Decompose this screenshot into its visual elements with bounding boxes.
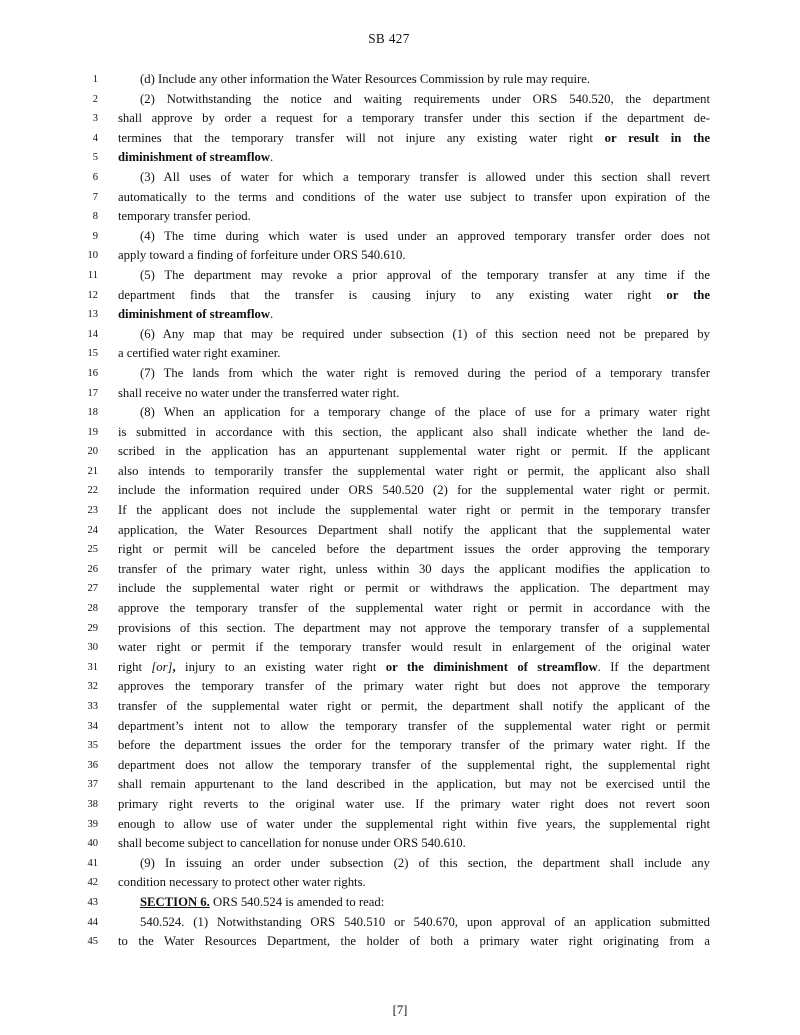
text-segment: department does not allow the temporary transfer of the supplemental right, the supplemental right xyxy=(118,757,710,772)
line-number: 9 xyxy=(92,230,98,242)
line-text xyxy=(118,619,710,639)
text-segment: or result in the xyxy=(604,130,710,145)
text-segment: apply toward a finding of forfeiture under ORS 540.610. xyxy=(118,248,406,263)
line-number: 27 xyxy=(87,583,98,595)
line-number: 17 xyxy=(87,387,98,399)
line-number: 34 xyxy=(87,720,98,732)
line-number: 24 xyxy=(87,524,98,536)
text-line xyxy=(68,893,710,913)
line-number: 26 xyxy=(87,563,98,575)
text-line xyxy=(68,227,710,247)
text-line xyxy=(68,540,710,560)
line-number: 32 xyxy=(87,681,98,693)
line-text xyxy=(118,658,710,678)
line-text xyxy=(118,521,710,541)
line-text xyxy=(118,932,710,952)
text-segment: . xyxy=(270,307,274,322)
text-segment: (5) The department may revoke a prior approval of the temporary transfer at any time if the xyxy=(140,267,710,282)
line-number: 14 xyxy=(87,328,98,340)
line-number: 1 xyxy=(92,74,98,85)
text-segment: termines that the temporary transfer will not injure any existing water right xyxy=(118,130,605,145)
text-segment: application, the Water Resources Department shall notify the applicant that the supplemental water xyxy=(118,522,710,537)
text-segment: diminishment of streamflow xyxy=(118,150,271,165)
line-text xyxy=(118,129,710,149)
line-text xyxy=(118,423,710,443)
text-segment: injury to an existing water right xyxy=(175,659,386,674)
line-number: 8 xyxy=(92,211,98,223)
text-line xyxy=(68,129,710,149)
text-segment: transfer of the primary water right, unless within 30 days the applicant modifies the application to xyxy=(118,561,710,576)
line-number: 38 xyxy=(87,798,98,810)
text-segment: (2) Notwithstanding the notice and waiting requirements under ORS 540.520, the department xyxy=(140,91,710,106)
line-number: 43 xyxy=(87,896,98,908)
line-text xyxy=(118,501,710,521)
line-number: 10 xyxy=(87,250,98,262)
line-text xyxy=(118,717,710,737)
text-segment: (4) The time during which water is used under an approved temporary transfer order does not xyxy=(140,228,710,243)
line-number: 6 xyxy=(92,171,98,183)
line-text xyxy=(118,599,710,619)
text-segment: [or] xyxy=(151,659,173,674)
line-text xyxy=(118,579,710,599)
line-number: 33 xyxy=(87,701,98,712)
text-line xyxy=(68,619,710,639)
text-segment: (3) All uses of water for which a temporary transfer is allowed under this section shall revert xyxy=(140,169,710,184)
line-text xyxy=(118,677,710,697)
text-segment: (7) The lands from which the water right is removed during the period of a temporary transfer xyxy=(140,365,710,380)
line-text xyxy=(118,795,710,815)
text-segment: diminishment of streamflow xyxy=(118,307,271,322)
text-segment: automatically to the terms and conditions of the water use subject to transfer upon expiration of the xyxy=(118,189,710,204)
text-line xyxy=(68,599,710,619)
text-line xyxy=(68,188,710,208)
text-line xyxy=(68,815,710,835)
line-text xyxy=(118,246,710,266)
text-segment: scribed in the application has an appurtenant supplemental water right or permit. If the applicant xyxy=(118,444,710,459)
line-text xyxy=(118,266,710,286)
text-segment: shall become subject to cancellation for nonuse under ORS 540.610. xyxy=(118,836,466,851)
text-segment: SECTION 6. xyxy=(140,894,210,909)
text-segment: (6) Any map that may be required under subsection (1) of this section need not be prepared by xyxy=(140,326,710,341)
line-text xyxy=(118,442,710,462)
line-number: 15 xyxy=(87,348,98,360)
text-segment: approve the temporary transfer of the supplemental water right or permit in accordance with the xyxy=(118,601,710,616)
line-text xyxy=(118,481,710,501)
text-line xyxy=(68,168,710,188)
line-number: 12 xyxy=(87,289,98,301)
text-line xyxy=(68,795,710,815)
text-segment: water right or permit if the temporary transfer would result in enlargement of the original water xyxy=(118,640,710,655)
line-number: 31 xyxy=(87,661,98,673)
line-number: 35 xyxy=(87,740,98,752)
text-line xyxy=(68,305,710,325)
text-line xyxy=(68,148,710,168)
text-segment: include the supplemental water right or permit or withdraws the application. The department may xyxy=(118,581,710,596)
line-text xyxy=(118,775,710,795)
text-segment: 540.524. (1) Notwithstanding ORS 540.510 or 540.670, upon approval of an application submitted xyxy=(140,914,710,929)
line-number: 13 xyxy=(87,309,98,321)
line-text xyxy=(118,227,710,247)
text-line xyxy=(68,677,710,697)
line-text xyxy=(118,462,710,482)
line-number: 22 xyxy=(87,485,98,497)
text-segment: provisions of this section. The department may not approve the temporary transfer of a supplemental xyxy=(118,620,710,635)
text-line xyxy=(68,521,710,541)
text-segment: (9) In issuing an order under subsection (2) of this section, the department shall include any xyxy=(140,855,710,870)
text-line xyxy=(68,266,710,286)
line-number: 42 xyxy=(87,877,98,889)
text-segment: transfer of the supplemental water right or permit, the department shall notify the applicant of the xyxy=(118,699,710,713)
text-line xyxy=(68,913,710,933)
line-text xyxy=(118,873,710,893)
text-segment: (d) Include any other information the Water Resources Commission by rule may require. xyxy=(140,72,591,86)
line-text xyxy=(118,815,710,835)
line-number: 41 xyxy=(87,857,98,869)
text-segment: before the department issues the order for the temporary transfer of the primary water right. If the xyxy=(118,738,710,753)
line-number: 5 xyxy=(92,152,98,164)
text-line xyxy=(68,501,710,521)
text-line xyxy=(68,873,710,893)
line-text xyxy=(118,207,710,227)
line-text xyxy=(118,540,710,560)
line-number: 28 xyxy=(87,603,98,615)
page-number: [7] xyxy=(392,1003,408,1017)
text-line xyxy=(68,560,710,580)
text-line xyxy=(68,403,710,423)
line-text xyxy=(118,168,710,188)
text-segment: temporary transfer period. xyxy=(118,209,251,224)
text-line xyxy=(68,579,710,599)
line-number: 7 xyxy=(92,191,98,203)
text-line xyxy=(68,109,710,129)
text-line xyxy=(68,246,710,266)
text-line xyxy=(68,423,710,443)
text-line xyxy=(68,70,710,90)
line-number: 44 xyxy=(87,916,98,928)
line-number: 2 xyxy=(92,93,98,105)
line-text xyxy=(118,854,710,874)
text-segment: ORS 540.524 is amended to read: xyxy=(209,894,385,909)
text-line xyxy=(68,854,710,874)
line-text xyxy=(118,90,710,110)
line-text xyxy=(118,913,710,933)
text-line xyxy=(68,481,710,501)
text-line xyxy=(68,384,710,404)
line-number: 29 xyxy=(87,622,98,634)
line-text xyxy=(118,560,710,580)
text-line xyxy=(68,344,710,364)
line-text xyxy=(118,305,710,325)
text-segment: include the information required under ORS 540.520 (2) for the supplemental water right or permit. xyxy=(118,483,710,498)
text-line xyxy=(68,932,710,952)
line-text xyxy=(118,325,710,345)
text-segment: or the diminishment of streamflow xyxy=(385,659,598,674)
line-number: 36 xyxy=(87,759,98,771)
text-line xyxy=(68,717,710,737)
text-segment: is submitted in accordance with this section, the applicant also shall indicate whether the land de- xyxy=(118,424,710,439)
line-number: 45 xyxy=(87,936,98,948)
text-line xyxy=(68,325,710,345)
text-segment: , xyxy=(172,659,176,674)
line-text xyxy=(118,638,710,658)
line-text xyxy=(118,148,710,168)
line-text xyxy=(118,188,710,208)
line-number: 23 xyxy=(87,505,98,517)
line-text xyxy=(118,893,710,913)
line-number: 30 xyxy=(87,642,98,654)
text-line xyxy=(68,207,710,227)
line-number: 11 xyxy=(87,269,98,281)
text-line xyxy=(68,90,710,110)
text-segment: primary right reverts to the original water use. If the primary water right does not revert soon xyxy=(118,796,710,811)
text-segment: to the Water Resources Department, the holder of both a primary water right originating from a xyxy=(118,934,710,949)
text-segment: (8) When an application for a temporary change of the place of use for a primary water right xyxy=(140,405,710,420)
text-line xyxy=(68,658,710,678)
text-line xyxy=(68,736,710,756)
text-segment: a certified water right examiner. xyxy=(118,346,281,361)
line-number: 40 xyxy=(87,838,98,850)
line-text xyxy=(118,756,710,776)
text-segment: right or permit will be canceled before the department issues the order approving the temporary xyxy=(118,542,710,557)
text-segment: department’s intent not to allow the temporary transfer of the supplemental water right or permit xyxy=(118,718,710,733)
line-number: 19 xyxy=(87,426,98,438)
text-line xyxy=(68,834,710,854)
text-line xyxy=(68,638,710,658)
text-segment: or the xyxy=(666,287,710,302)
line-text xyxy=(118,286,710,306)
text-segment: also intends to temporarily transfer the supplemental water right or permit, the applicant also shall xyxy=(118,463,710,478)
text-segment: enough to allow use of water under the supplemental right within five years, the supplemental right xyxy=(118,816,710,831)
text-segment: . If the department xyxy=(597,659,710,674)
line-text xyxy=(118,70,710,90)
line-text xyxy=(118,384,710,404)
line-text xyxy=(118,834,710,854)
line-number: 18 xyxy=(87,407,98,419)
text-line xyxy=(68,756,710,776)
text-segment: shall receive no water under the transferred water right. xyxy=(118,385,400,400)
line-number: 21 xyxy=(87,465,98,477)
text-segment: approves the temporary transfer of the primary water right but does not approve the temporary xyxy=(118,679,710,694)
line-text xyxy=(118,403,710,423)
text-segment: shall remain appurtenant to the land described in the application, but may not be exercised until the xyxy=(118,777,710,792)
text-line xyxy=(68,442,710,462)
line-number: 4 xyxy=(92,132,98,144)
text-line xyxy=(68,697,710,717)
text-segment: condition necessary to protect other water rights. xyxy=(118,875,366,890)
bill-number-header: SB 427 xyxy=(368,31,410,46)
text-line xyxy=(68,462,710,482)
text-segment: right xyxy=(118,659,152,674)
text-line xyxy=(68,775,710,795)
line-number: 16 xyxy=(87,367,98,379)
line-text xyxy=(118,109,710,129)
line-text xyxy=(118,697,710,717)
line-text xyxy=(118,364,710,384)
text-segment: If the applicant does not include the supplemental water right or permit in the temporary transfer xyxy=(118,503,710,518)
line-number: 25 xyxy=(87,544,98,556)
line-number: 39 xyxy=(87,818,98,830)
text-segment: department finds that the transfer is causing injury to any existing water right xyxy=(118,287,667,302)
text-segment: shall approve by order a request for a temporary transfer under this section if the department de- xyxy=(118,111,710,126)
document-body xyxy=(68,70,710,952)
line-number: 3 xyxy=(92,113,98,125)
text-segment: . xyxy=(270,150,274,165)
line-number: 20 xyxy=(87,446,98,458)
line-text xyxy=(118,736,710,756)
text-line xyxy=(68,286,710,306)
line-text xyxy=(118,344,710,364)
text-line xyxy=(68,364,710,384)
line-number: 37 xyxy=(87,779,98,791)
